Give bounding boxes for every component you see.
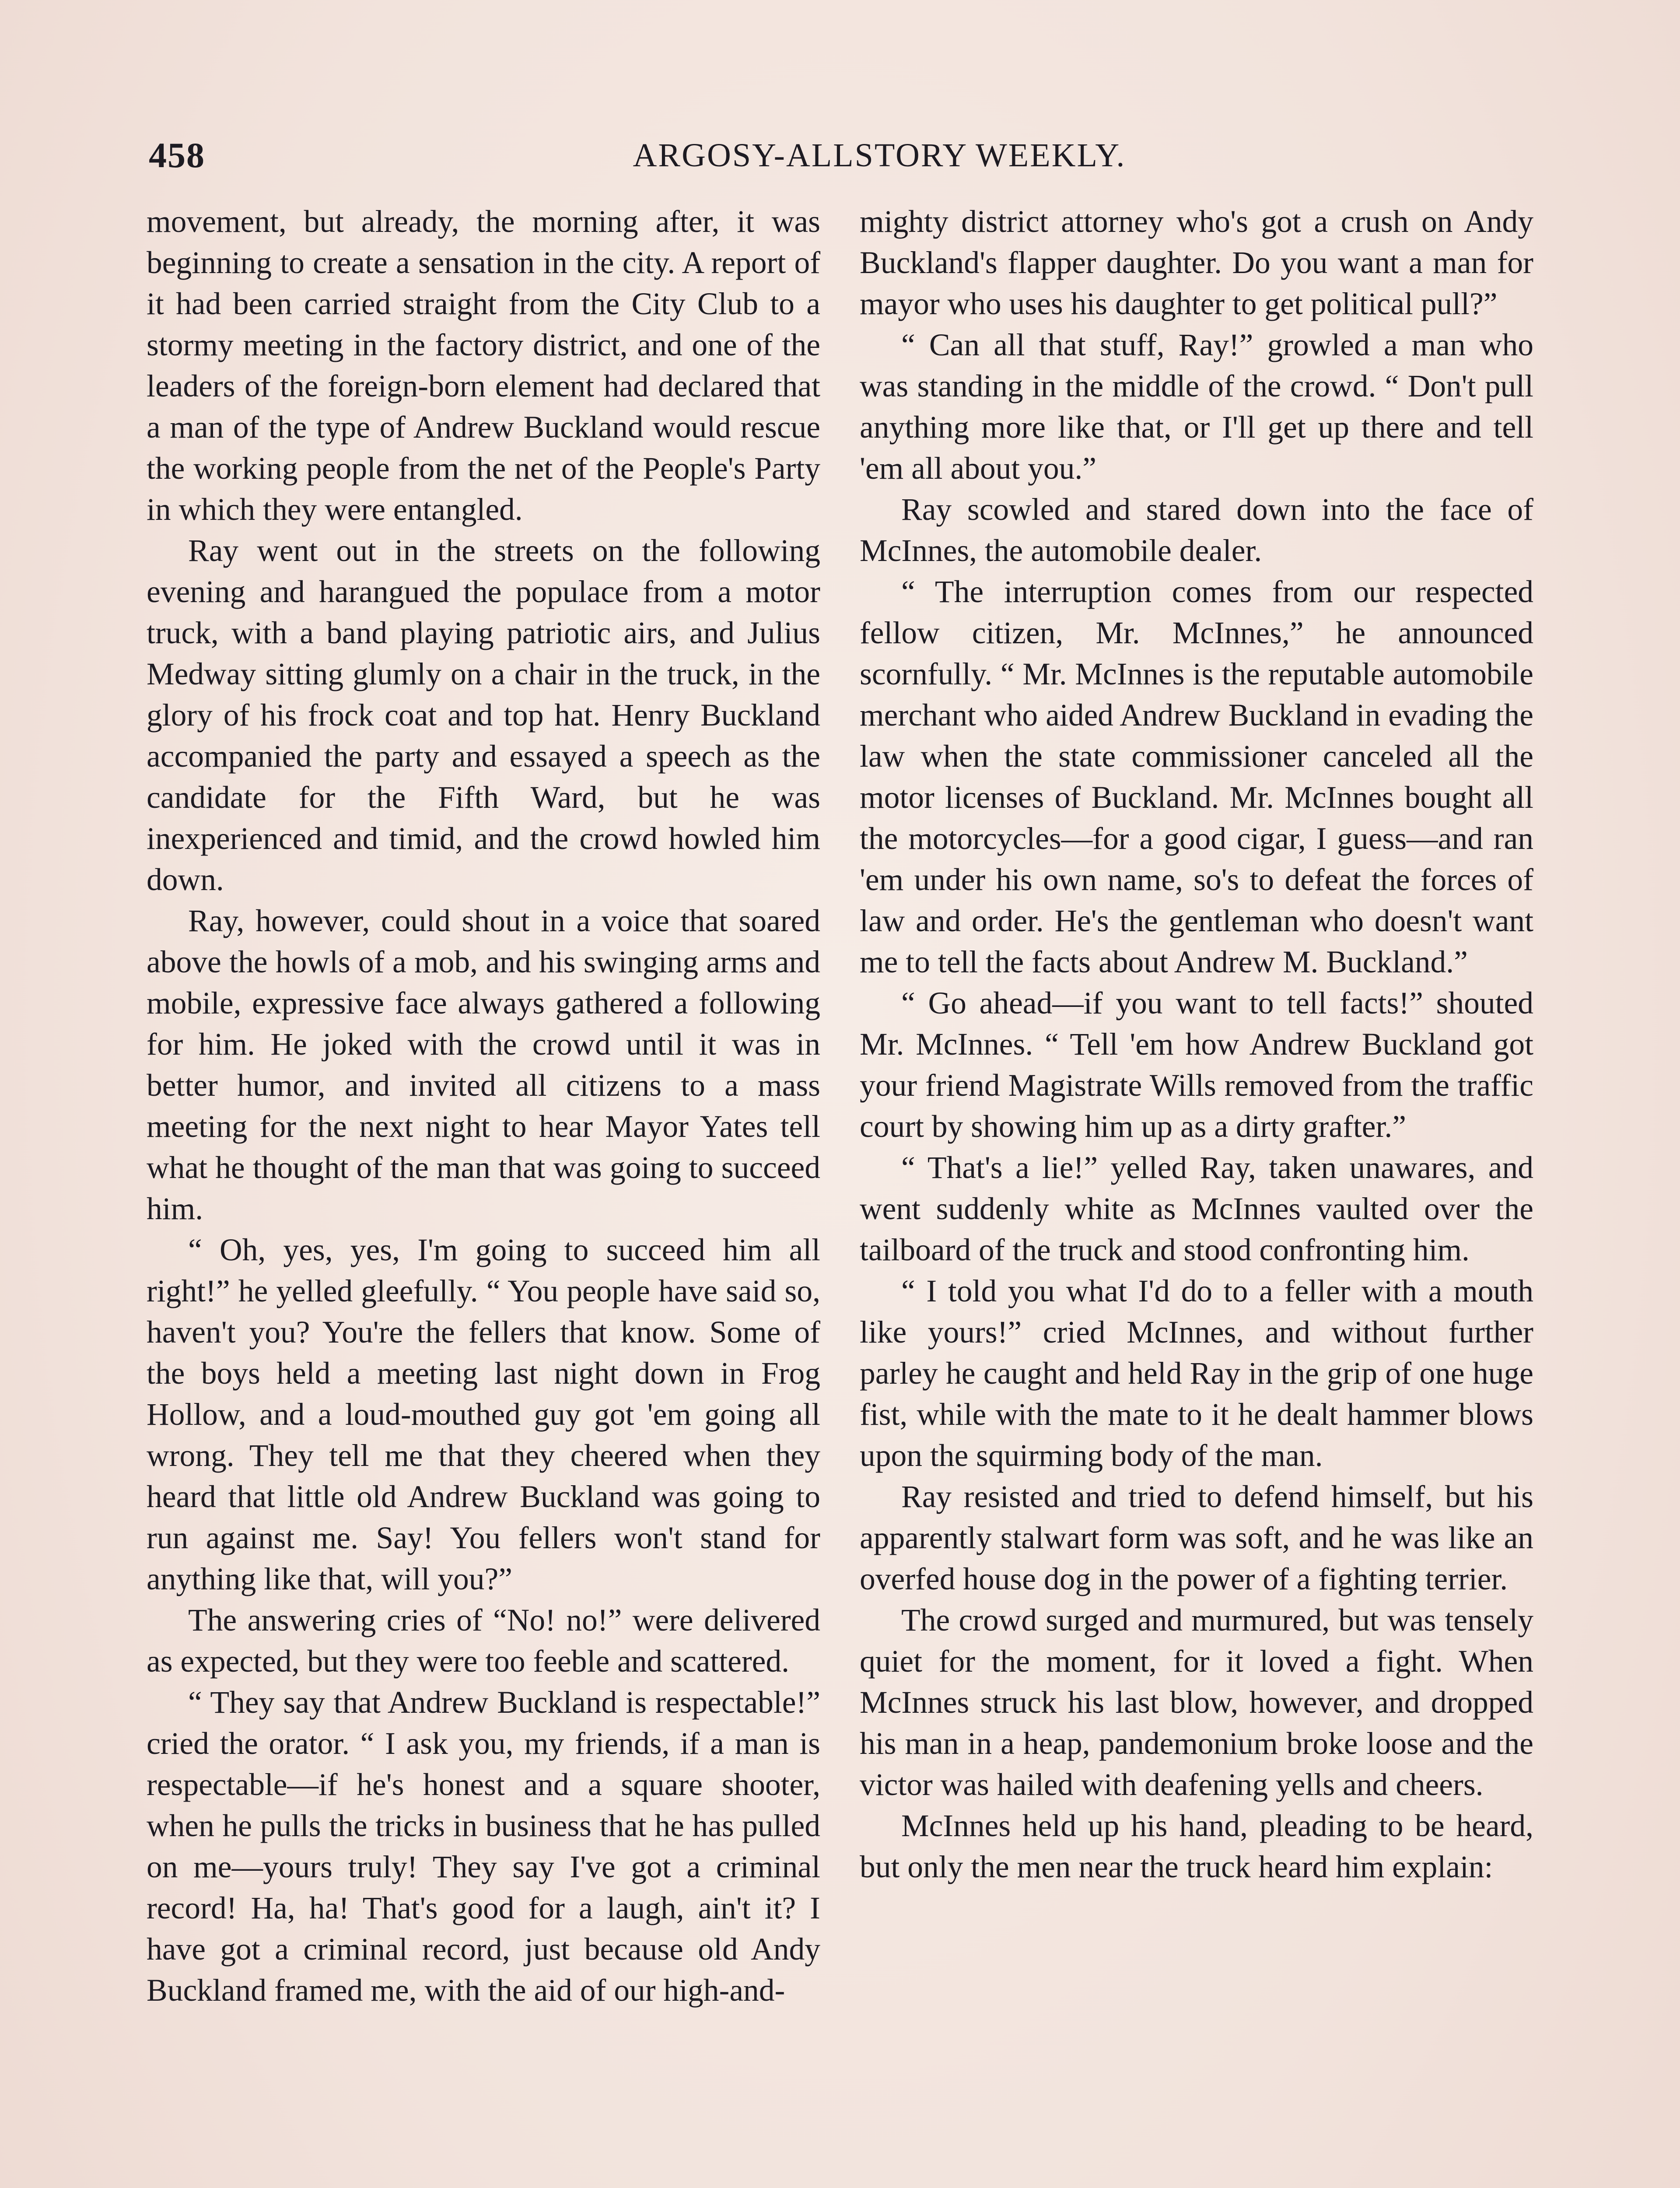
paragraph: McInnes held up his hand, pleading to be heard, but only the men near the truck heard him explain: xyxy=(860,1809,1533,1884)
paragraph: Ray, however, could shout in a voice that soared above the howls of a mob, and his swinging arms and mobile, expressive face always gathered a following for him. He joked with the crowd until it was in better humor, and invited all citizens to a mass meeting for the next night to hear Mayor Yates tell what he thought of the man that was going to succeed him. xyxy=(147,904,820,1226)
paragraph: “ They say that Andrew Buckland is respectable!” cried the orator. “ I ask you, my friends, if a man is respectable—if he's honest and a square shooter, when he pulls the tricks in business that he has pulled on me—yours truly! They say I've got a criminal record! Ha, ha! That's good for a laugh, ain't it? I have got a criminal record, just because old Andy Buckland framed me, with the aid of our high-and- xyxy=(147,1685,820,2008)
right-column xyxy=(860,201,1533,1888)
paragraph: Ray scowled and stared down into the face of McInnes, the automobile dealer. xyxy=(860,492,1533,568)
paragraph: Ray resisted and tried to defend himself, but his apparently stalwart form was soft, and he was like an overfed house dog in the power of a fighting terrier. xyxy=(860,1480,1533,1596)
paragraph: The crowd surged and murmured, but was tensely quiet for the moment, for it loved a fight. When McInnes struck his last blow, however, and dropped his man in a heap, pandemonium broke loose and the victor was hailed with deafening yells and cheers. xyxy=(860,1603,1533,1802)
paragraph: The answering cries of “No! no!” were delivered as expected, but they were too feeble and scattered. xyxy=(147,1603,820,1679)
paragraph: mighty district attorney who's got a crush on Andy Buckland's flapper daughter. Do you want a man for mayor who uses his daughter to get political pull?” xyxy=(860,204,1533,321)
paragraph: “ Go ahead—if you want to tell facts!” shouted Mr. McInnes. “ Tell 'em how Andrew Buckland got your friend Magistrate Wills removed from the traffic court by showing him up as a dirty grafter.” xyxy=(860,986,1533,1144)
paragraph: Ray went out in the streets on the following evening and harangued the populace from a motor truck, with a band playing patriotic airs, and Julius Medway sitting glumly on a chair in the truck, in the glory of his frock coat and top hat. Henry Buckland accompanied the party and essayed a speech as the candidate for the Fifth Ward, but he was inexperienced and timid, and the crowd howled him down. xyxy=(147,533,820,897)
running-head: ARGOSY-ALLSTORY WEEKLY. xyxy=(633,137,1126,174)
paragraph: “ Can all that stuff, Ray!” growled a man who was standing in the middle of the crowd. “ Don't pull anything more like that, or I'll get up there and tell 'em all about you.” xyxy=(860,328,1533,486)
paragraph: “ Oh, yes, yes, I'm going to succeed him all right!” he yelled gleefully. “ You people have said so, haven't you? You're the fellers that know. Some of the boys held a meeting last night down in Frog Hollow, and a loud-mouthed guy got 'em going all wrong. They tell me that they cheered when they heard that little old Andrew Buckland was going to run against me. Say! You fellers won't stand for anything like that, will you?” xyxy=(147,1233,820,1596)
page-header xyxy=(144,131,1536,179)
paragraph: movement, but already, the morning after, it was beginning to create a sensation in the city. A report of it had been carried straight from the City Club to a stormy meeting in the factory district, and one of the leaders of the foreign-born element had declared that a man of the type of Andrew Buckland would rescue the working people from the net of the People's Party in which they were entangled. xyxy=(147,204,820,527)
paragraph: “ The interruption comes from our respected fellow citizen, Mr. McInnes,” he announced scornfully. “ Mr. McInnes is the reputable automobile merchant who aided Andrew Buckland in evading the law when the state commissioner canceled all the motor licenses of Buckland. Mr. McInnes bought all the motorcycles—for a good cigar, I guess—and ran 'em under his own name, so's to defeat the forces of law and order. He's the gentleman who doesn't want me to tell the facts about Andrew M. Buckland.” xyxy=(860,575,1533,979)
paragraph: “ That's a lie!” yelled Ray, taken unawares, and went suddenly white as McInnes vaulted over the tailboard of the truck and stood confronting him. xyxy=(860,1150,1533,1267)
page-number: 458 xyxy=(149,135,205,175)
paragraph: “ I told you what I'd do to a feller with a mouth like yours!” cried McInnes, and without further parley he caught and held Ray in the grip of one huge fist, while with the mate to it he dealt hammer blows upon the squirming body of the man. xyxy=(860,1274,1533,1473)
left-column xyxy=(147,201,820,2011)
